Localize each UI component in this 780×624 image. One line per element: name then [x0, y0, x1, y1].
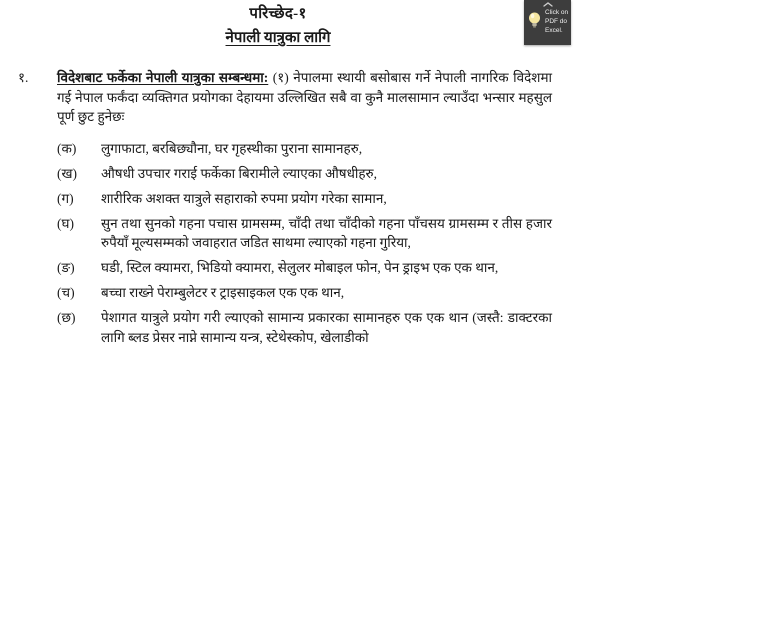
hint-popup[interactable] [524, 0, 571, 45]
list-item [57, 189, 552, 209]
list-item [57, 283, 552, 303]
clause-number: १. [18, 70, 29, 85]
list-item-text: घडी, स्टिल क्यामरा, भिडियो क्यामरा, सेलुलर मोबाइल फोन, पेन ड्राइभ एक एक थान, [101, 260, 499, 275]
list-item-label: (क) [57, 140, 77, 156]
chapter-subtitle: नेपाली यात्रुका लागि [225, 30, 331, 46]
clause-paragraph [57, 68, 552, 127]
list-item-label: (ग) [57, 190, 74, 206]
list-item-text: लुगाफाटा, बरबिछ्यौना, घर गृहस्थीका पुराना सामानहरु, [101, 140, 363, 156]
list-item [57, 139, 552, 159]
list-item [57, 258, 552, 278]
hint-text [545, 8, 568, 35]
clause-heading: विदेशबाट फर्केका नेपाली यात्रुका सम्बन्धमा: [57, 70, 269, 85]
list-item-label: (च) [57, 285, 75, 300]
list-item-text: बच्चा राख्ने पेराम्बुलेटर र ट्राइसाइकल एक एक थान, [101, 285, 345, 300]
list-item [57, 308, 552, 347]
chevron-up-icon[interactable] [543, 2, 553, 7]
document-titles [0, 3, 556, 47]
list-item-label: (घ) [57, 215, 74, 231]
document-body [18, 68, 552, 353]
clause-intro: (१) नेपालमा स्थायी बसोबास गर्ने नेपाली नागरिक विदेशमा गई नेपाल फर्कंदा व्यक्तिगत प्रयोगका देहायमा उल्लिखित सबै वा कुनै मालसामान ल्याउँदा भन्सार महसुल पूर्ण छुट हुनेछः [57, 70, 553, 124]
list-item-text: शारीरिक अशक्त यात्रुले सहाराको रुपमा प्रयोग गरेका सामान, [101, 190, 387, 206]
list-item-text: पेशागत यात्रुले प्रयोग गरी ल्याएको सामान्य प्रकारका सामानहरु एक एक थान (जस्तै: डाक्टरका लागि ब्लड प्रेसर नाप्ने सामान्य यन्त्र, स्टेथेस्कोप, खेलाडीको [101, 310, 552, 345]
clause-1 [18, 68, 552, 127]
list-item [57, 214, 552, 253]
hint-text-line: Click on [545, 9, 569, 16]
list-item [57, 164, 552, 184]
list-item-text: सुन तथा सुनको गहना पचास ग्रामसम्म, चाँदी तथा चाँदीको गहना पाँचसय ग्रामसम्म र तीस हजार रुपैयाँ मूल्यसम्मको जवाहरात जडित साथमा ल्याएको गहना गुरिया, [101, 215, 552, 250]
list-item-label: (ख) [57, 165, 78, 181]
lightbulb-icon [528, 11, 541, 30]
list-item-label: (छ) [57, 310, 76, 325]
clause-item-list [57, 139, 552, 348]
hint-text-line: Excel. [545, 27, 563, 34]
chapter-title: परिच्छेद-१ [249, 6, 307, 22]
list-item-text: औषधी उपचार गराई फर्केका बिरामीले ल्याएका औषधीहरु, [101, 165, 378, 181]
list-item-label: (ङ) [57, 260, 75, 275]
hint-text-line: PDF do [545, 18, 568, 25]
